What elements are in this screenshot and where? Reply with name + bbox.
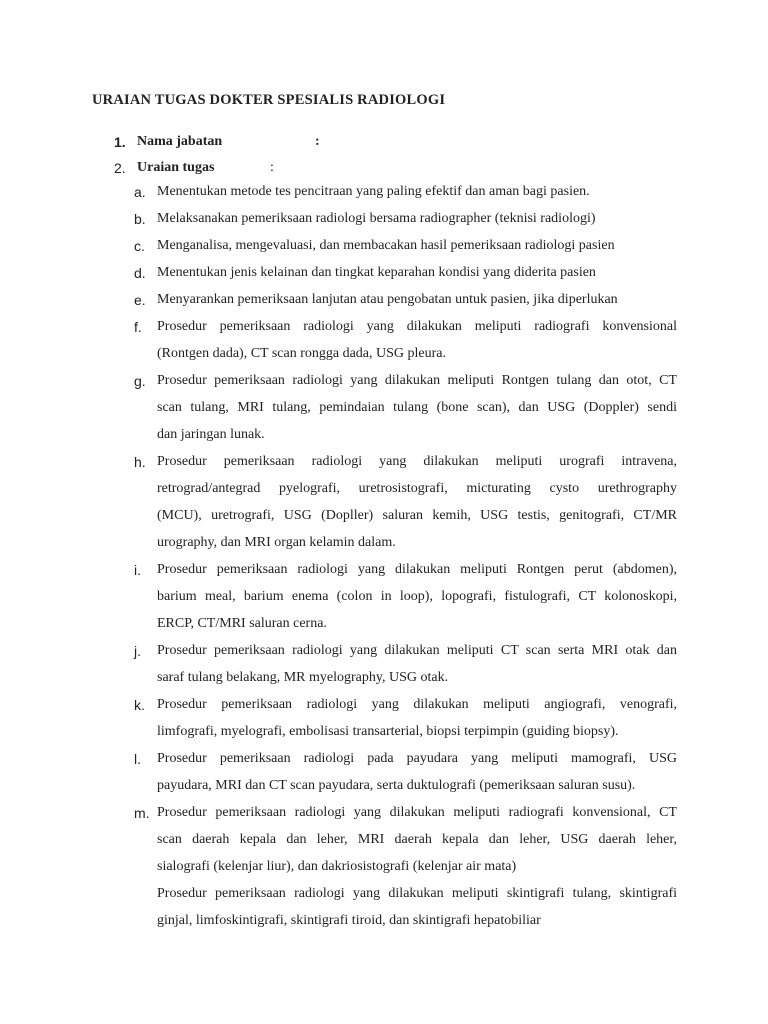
list-item-line: barium meal, barium enema (colon in loop), lopografi, fistulografi, CT kolonoskopi,: [157, 589, 677, 604]
list-item-marker: h.: [134, 454, 146, 470]
list-item-line: Prosedur pemeriksaan radiologi yang dilakukan meliputi Rontgen perut (abdomen),: [157, 562, 677, 577]
list-item-line: Prosedur pemeriksaan radiologi yang dilakukan meliputi radiografi konvensional: [157, 319, 677, 334]
list-item-text: [157, 259, 677, 286]
list-item-line: Prosedur pemeriksaan radiologi yang dilakukan meliputi skintigrafi tulang, skintigrafi: [157, 886, 677, 901]
list-item-line: retrograd/antegrad pyelografi, uretrosistografi, micturating cysto urethrography: [157, 481, 677, 496]
section-number-2: 2.: [114, 160, 126, 176]
list-item-text: [157, 367, 677, 448]
list-item-line: Prosedur pemeriksaan radiologi yang dilakukan meliputi Rontgen tulang dan otot, CT: [157, 373, 677, 388]
list-item-line: scan daerah kepala dan leher, MRI daerah kepala dan leher, USG daerah leher,: [157, 832, 677, 847]
list-item-line: (Rontgen dada), CT scan rongga dada, USG pleura.: [157, 346, 446, 361]
list-item-line: Prosedur pemeriksaan radiologi pada payudara yang meliputi mamografi, USG: [157, 751, 677, 766]
list-item-text: [157, 448, 677, 556]
list-item-marker: l.: [134, 751, 141, 767]
list-item-text: [157, 556, 677, 637]
list-item-text: [157, 232, 677, 259]
list-item-marker: b.: [134, 211, 146, 227]
list-item-line: Menentukan jenis kelainan dan tingkat keparahan kondisi yang diderita pasien: [157, 265, 596, 280]
list-item-line: ginjal, limfoskintigrafi, skintigrafi tiroid, dan skintigrafi hepatobiliar: [157, 913, 541, 928]
document-title: URAIAN TUGAS DOKTER SPESIALIS RADIOLOGI: [92, 92, 446, 108]
list-item-marker: m.: [134, 805, 150, 821]
section-label-nama-jabatan: Nama jabatan: [137, 134, 223, 149]
list-item-marker: f.: [134, 319, 142, 335]
list-item-line: ERCP, CT/MRI saluran cerna.: [157, 616, 327, 631]
list-item-text: [157, 286, 677, 313]
list-item-line: payudara, MRI dan CT scan payudara, serta duktulografi (pemeriksaan saluran susu).: [157, 778, 636, 793]
list-item-line: Melaksanakan pemeriksaan radiologi bersama radiographer (teknisi radiologi): [157, 211, 596, 226]
list-item-line: Prosedur pemeriksaan radiologi yang dilakukan meliputi CT scan serta MRI otak dan: [157, 643, 677, 658]
list-item-line: limfografi, myelografi, embolisasi transarterial, biopsi terpimpin (guiding biopsy).: [157, 724, 619, 739]
list-item-line: Menganalisa, mengevaluasi, dan membacakan hasil pemeriksaan radiologi pasien: [157, 238, 615, 253]
list-item-line: Prosedur pemeriksaan radiologi yang dilakukan meliputi angiografi, venografi,: [157, 697, 677, 712]
list-item-marker: i.: [134, 562, 141, 578]
list-item-text: [157, 691, 677, 745]
list-item-marker: d.: [134, 265, 146, 281]
list-item-text: [157, 205, 677, 232]
list-item-line: urography, dan MRI organ kelamin dalam.: [157, 535, 396, 550]
list-item-line: Prosedur pemeriksaan radiologi yang dilakukan meliputi radiografi konvensional, CT: [157, 805, 677, 820]
list-item-text: [157, 745, 677, 799]
list-item-line: saraf tulang belakang, MR myelography, USG otak.: [157, 670, 449, 685]
list-item-line: dan jaringan lunak.: [157, 427, 265, 442]
list-item-text: [157, 637, 677, 691]
list-item-text: [157, 313, 677, 367]
list-item-line: Prosedur pemeriksaan radiologi yang dilakukan meliputi urografi intravena,: [157, 454, 677, 469]
list-item-line: scan tulang, MRI tulang, pemindaian tulang (bone scan), dan USG (Doppler) sendi: [157, 400, 677, 415]
list-item-line: (MCU), uretrografi, USG (Dopller) saluran kemih, USG testis, genitografi, CT/MR: [157, 508, 677, 523]
list-item-line: Menyarankan pemeriksaan lanjutan atau pengobatan untuk pasien, jika diperlukan: [157, 292, 618, 307]
list-item-line: Menentukan metode tes pencitraan yang paling efektif dan aman bagi pasien.: [157, 184, 590, 199]
list-item-marker: e.: [134, 292, 146, 308]
section-number-1: 1.: [114, 134, 126, 150]
list-item-marker: k.: [134, 697, 145, 713]
list-item-marker: g.: [134, 373, 146, 389]
list-item-marker: a.: [134, 184, 146, 200]
section-colon-1: :: [315, 134, 320, 149]
list-item-marker: c.: [134, 238, 145, 254]
list-item-marker: j.: [134, 643, 141, 659]
list-item-line: sialografi (kelenjar liur), dan dakriosistografi (kelenjar air mata): [157, 859, 517, 874]
list-item-text: [157, 178, 677, 205]
section-colon-2: :: [270, 160, 274, 175]
list-item-text: [157, 799, 677, 934]
section-label-uraian-tugas: Uraian tugas: [137, 160, 215, 175]
